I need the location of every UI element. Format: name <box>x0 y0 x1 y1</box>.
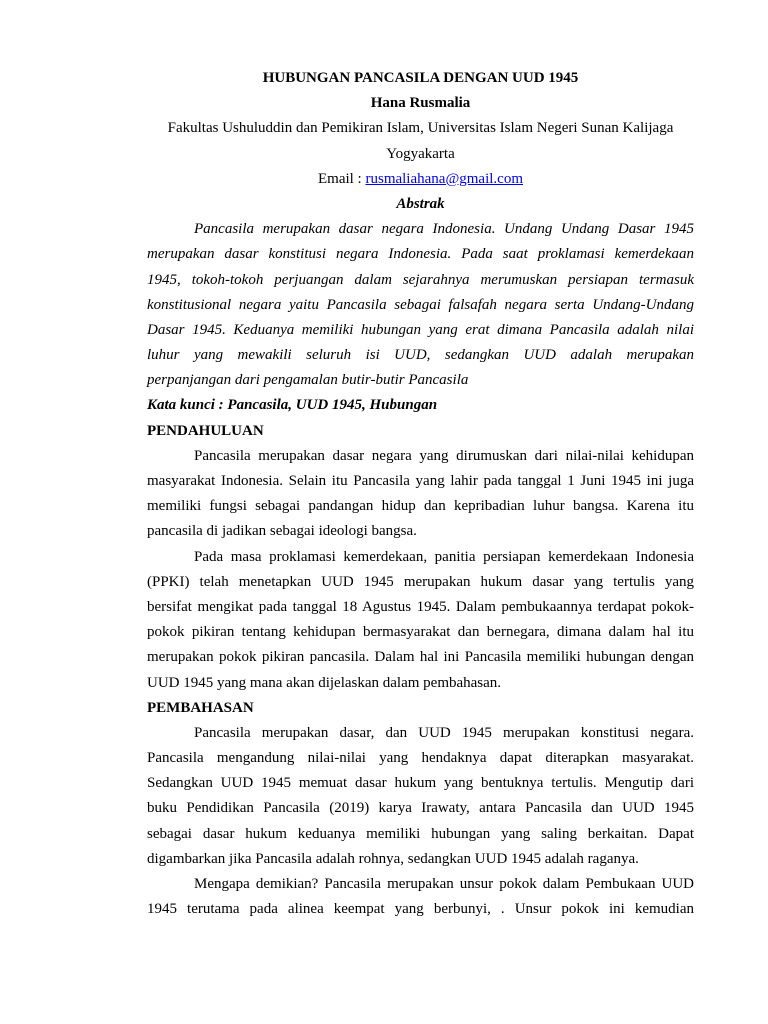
affiliation-line-1: Fakultas Ushuluddin dan Pemikiran Islam, Universitas Islam Negeri Sunan Kalijaga <box>167 120 674 137</box>
abstract-line: konstitusional negara yaitu Pancasila sebagai falsafah negara serta Undang-Undang <box>147 296 694 313</box>
section-heading-pendahuluan: PENDAHULUAN <box>147 422 264 439</box>
abstract-line: Dasar 1945. Keduanya memiliki hubungan yang erat dimana Pancasila adalah nilai <box>147 321 694 338</box>
paragraph-line: pancasila di jadikan sebagai ideologi bangsa. <box>147 523 417 540</box>
author-name: Hana Rusmalia <box>370 95 471 112</box>
abstract-line: 1945, tokoh-tokoh perjuangan dalam sejarahnya merumuskan persiapan termasuk <box>147 271 694 288</box>
paragraph-line: digambarkan jika Pancasila adalah rohnya, sedangkan UUD 1945 adalah raganya. <box>147 850 639 867</box>
section-heading-pembahasan: PEMBAHASAN <box>147 699 254 716</box>
paragraph-line: bersifat mengikat pada tanggal 18 Agustus 1945. Dalam pembukaannya terdapat pokok- <box>147 598 694 615</box>
paragraph-line: buku Pendidikan Pancasila (2019) karya Irawaty, antara Pancasila dan UUD 1945 <box>147 800 694 817</box>
paragraph-line: masyarakat Indonesia. Selain itu Pancasila yang lahir pada tanggal 1 Juni 1945 ini juga <box>147 473 694 489</box>
paragraph-line: 1945 terutama pada alinea keempat yang berbunyi, . Unsur pokok ini kemudian <box>147 901 694 918</box>
keywords: Kata kunci : Pancasila, UUD 1945, Hubungan <box>147 397 438 414</box>
abstract-line: luhur yang mewakili seluruh isi UUD, sedangkan UUD adalah merupakan <box>147 347 694 364</box>
paragraph-line: Sedangkan UUD 1945 memuat dasar hukum yang bentuknya tertulis. Mengutip dari <box>147 775 694 792</box>
paper-title: HUBUNGAN PANCASILA DENGAN UUD 1945 <box>262 70 579 86</box>
paragraph-line: Pancasila merupakan dasar negara yang dirumuskan dari nilai-nilai kehidupan <box>194 447 694 464</box>
paragraph-line: sebagai dasar hukum keduanya memiliki hubungan yang saling berkaitan. Dapat <box>147 825 694 842</box>
paragraph-line: Pada masa proklamasi kemerdekaan, panitia persiapan kemerdekaan Indonesia <box>194 548 694 565</box>
paragraph-line: UUD 1945 yang mana akan dijelaskan dalam pembahasan. <box>147 674 502 691</box>
document-body <box>147 66 694 922</box>
paragraph-line: Pancasila merupakan dasar, dan UUD 1945 merupakan konstitusi negara. <box>194 724 694 741</box>
abstract-line: Pancasila merupakan dasar negara Indonesia. Undang Undang Dasar 1945 <box>194 221 694 238</box>
email-link[interactable]: rusmaliahana@gmail.com <box>365 170 523 187</box>
paragraph-line: Pancasila mengandung nilai-nilai yang hendaknya dapat diterapkan masyarakat. <box>147 750 694 767</box>
abstract-heading: Abstrak <box>396 195 445 212</box>
email-label: Email : <box>317 170 366 187</box>
paragraph-line: (PPKI) telah menetapkan UUD 1945 merupakan hukum dasar yang tertulis yang <box>147 573 694 590</box>
email-line <box>147 167 694 192</box>
abstract-line: merupakan dasar konstitusi negara Indonesia. Pada saat proklamasi kemerdekaan <box>147 246 694 263</box>
paragraph-line: pokok pikiran tentang kehidupan bermasyarakat dan bernegara, dimana dalam hal itu <box>147 624 694 641</box>
paragraph-line: Mengapa demikian? Pancasila merupakan unsur pokok dalam Pembukaan UUD <box>194 876 694 892</box>
paragraph-line: merupakan pokok pikiran pancasila. Dalam hal ini Pancasila memiliki hubungan dengan <box>147 649 694 666</box>
affiliation-line-2: Yogyakarta <box>386 145 455 162</box>
paragraph-line: memiliki fungsi sebagai pandangan hidup dan kepribadian luhur bangsa. Karena itu <box>147 498 694 515</box>
abstract-line: perpanjangan dari pengamalan butir-butir Pancasila <box>147 372 469 389</box>
